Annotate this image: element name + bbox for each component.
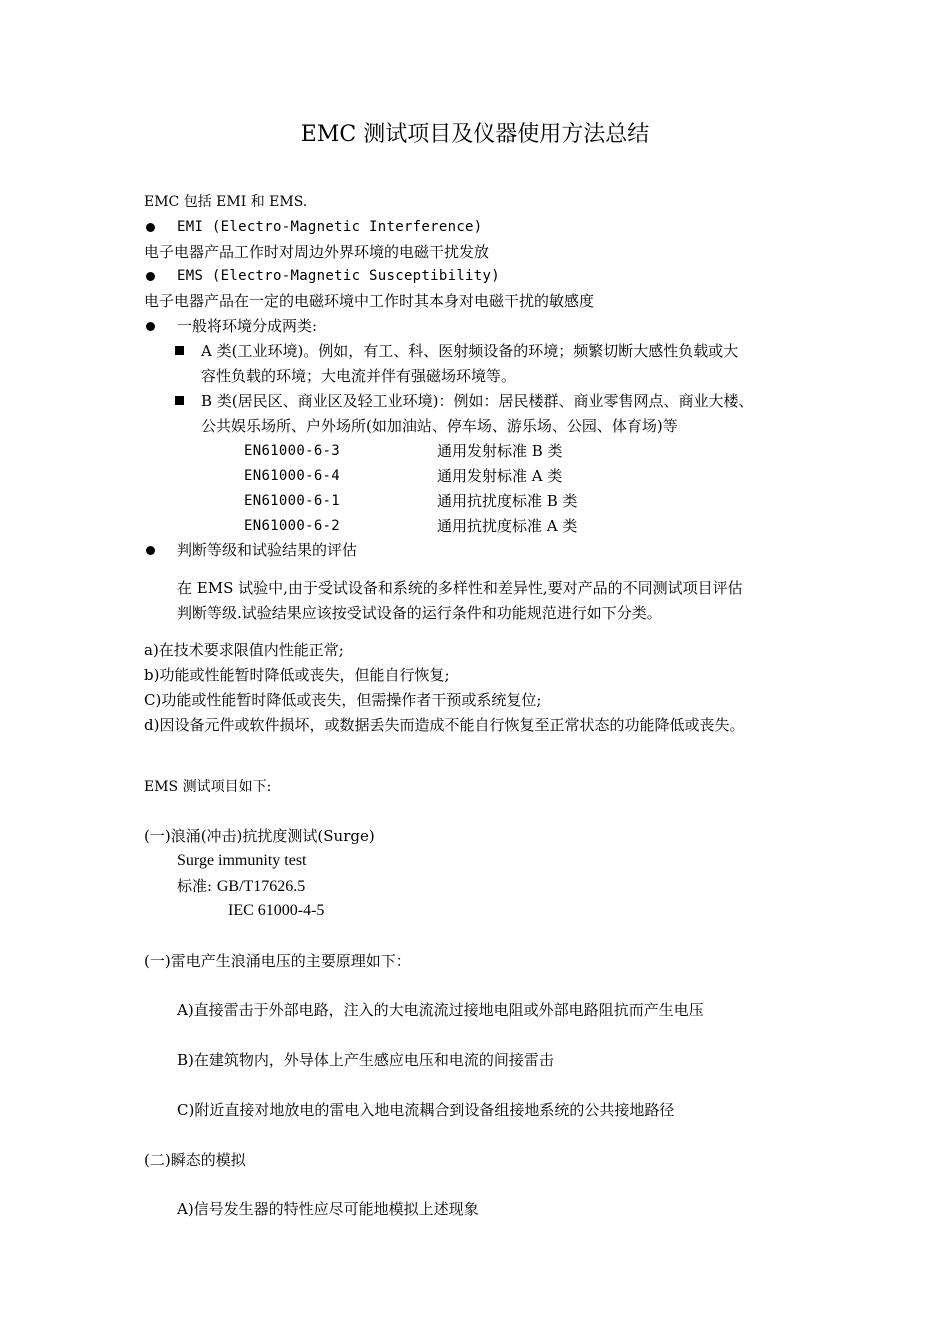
judge-paragraph-line-2: 判断等级.试验结果应该按受试设备的运行条件和功能规范进行如下分类。 — [177, 604, 662, 622]
judge-paragraph-line-1: 在 EMS 试验中,由于受试设备和系统的多样性和差异性,要对产品的不同测试项目评估 — [177, 579, 743, 597]
env-heading: 一般将环境分成两类: — [177, 317, 318, 335]
standard-code: EN61000-6-4 — [244, 468, 341, 484]
class-b-line-2: 公共娱乐场所、户外场所(如加油站、停车场、游乐场、公园、体育场)等 — [201, 417, 678, 435]
class-a-line-2: 容性负载的环境；大电流并伴有强磁场环境等。 — [201, 367, 517, 385]
principle-item-b: B)在建筑物内，外导体上产生感应电压和电流的间接雷击 — [177, 1051, 554, 1069]
standard-iec: IEC 61000-4-5 — [228, 902, 325, 919]
surge-english-name: Surge immunity test — [177, 852, 307, 869]
surge-heading: (一)浪涌(冲击)抗扰度测试(Surge) — [144, 827, 375, 845]
standard-description: 通用抗扰度标准 A 类 — [437, 517, 578, 535]
result-class-item: C)功能或性能暂时降低或丧失，但需操作者干预或系统复位; — [144, 691, 542, 709]
standard-separator: : — [207, 877, 213, 895]
surge-standard-line — [177, 876, 305, 897]
emi-heading: EMI (Electro-Magnetic Interference) — [177, 219, 483, 235]
bullet-icon — [146, 322, 155, 331]
class-a-line-1: A 类(工业环境)。例如，有工、科、医射频设备的环境；频繁切断大感性负载或大 — [201, 342, 739, 360]
standard-description: 通用发射标准 A 类 — [437, 467, 563, 485]
bullet-icon — [146, 272, 155, 281]
standard-description: 通用抗扰度标准 B 类 — [437, 492, 578, 510]
ems-description: 电子电器产品在一定的电磁环境中工作时其本身对电磁干扰的敏感度 — [144, 292, 595, 310]
square-bullet-icon — [175, 396, 184, 405]
result-class-item: a)在技术要求限值内性能正常; — [144, 641, 344, 659]
ems-items-heading: EMS 测试项目如下: — [144, 779, 272, 795]
ems-heading: EMS (Electro-Magnetic Susceptibility) — [177, 268, 500, 284]
emi-description: 电子电器产品工作时对周边外界环境的电磁干扰发放 — [144, 243, 490, 261]
principle-item-c: C)附近直接对地放电的雷电入地电流耦合到设备组接地系统的公共接地路径 — [177, 1101, 675, 1119]
standard-label: 标准 — [177, 877, 208, 895]
page-title: EMC 测试项目及仪器使用方法总结 — [300, 122, 650, 147]
square-bullet-icon — [175, 346, 184, 355]
principle-item-a: A)直接雷击于外部电路，注入的大电流流过接地电阻或外部电路阻抗而产生电压 — [177, 1001, 704, 1019]
principle-heading: (一)雷电产生浪涌电压的主要原理如下： — [144, 952, 411, 970]
bullet-icon — [146, 223, 155, 232]
class-b-line-1: B 类(居民区、商业区及轻工业环境)：例如：居民楼群、商业零售网点、商业大楼、 — [201, 392, 754, 410]
judge-heading: 判断等级和试验结果的评估 — [177, 541, 358, 559]
standard-code: EN61000-6-3 — [244, 443, 341, 459]
result-class-item: b)功能或性能暂时降低或丧失，但能自行恢复; — [144, 666, 450, 684]
intro-line: EMC 包括 EMI 和 EMS. — [144, 194, 308, 210]
standard-code: EN61000-6-2 — [244, 518, 341, 534]
bullet-icon — [146, 546, 155, 555]
standard-gb: GB/T17626.5 — [216, 878, 306, 895]
standard-description: 通用发射标准 B 类 — [437, 442, 563, 460]
transient-heading: (二)瞬态的模拟 — [144, 1151, 246, 1169]
transient-item-a: A)信号发生器的特性应尽可能地模拟上述现象 — [177, 1200, 479, 1218]
standard-code: EN61000-6-1 — [244, 493, 341, 509]
result-class-item: d)因设备元件或软件损坏，或数据丢失而造成不能自行恢复至正常状态的功能降低或丧失。 — [144, 716, 745, 734]
